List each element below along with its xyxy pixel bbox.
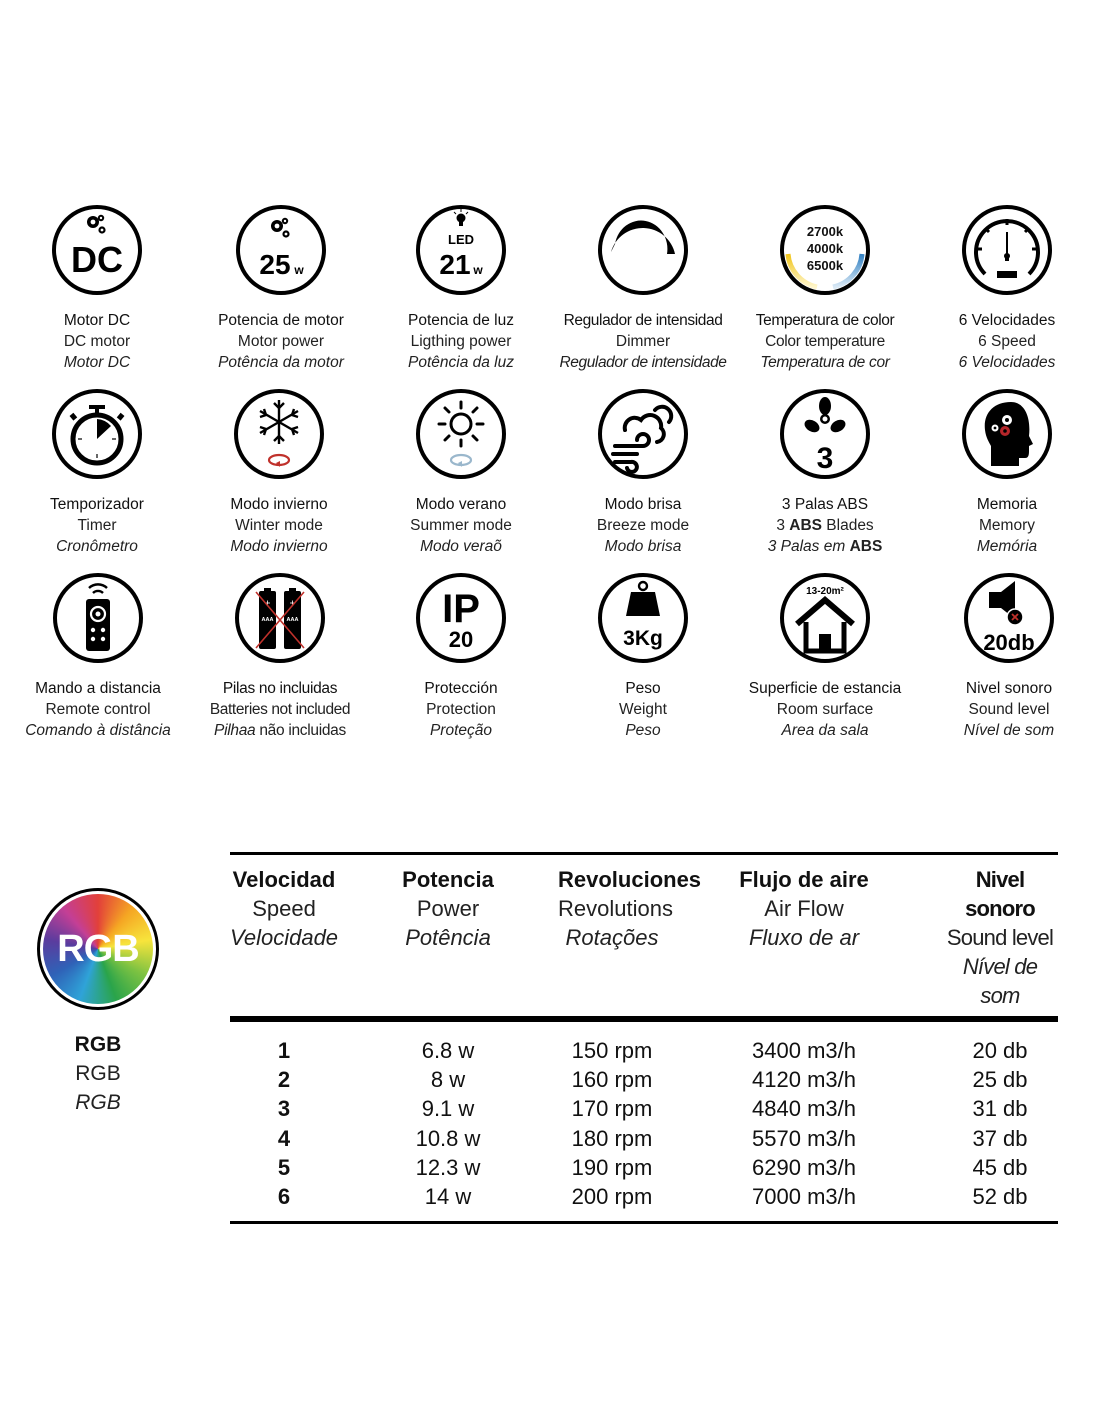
feature-portuguese: Regulador de intensidade: [559, 354, 727, 371]
feature-english: Remote control: [45, 701, 151, 718]
column-header-speed: Velocidad Speed Velocidade: [230, 867, 339, 950]
sound-level-icon: [963, 572, 1055, 664]
dimmer-icon: [597, 204, 689, 296]
feature-portuguese: Memória: [976, 538, 1038, 555]
svg-text:3Kg: 3Kg: [623, 627, 663, 650]
cell-speed: 2: [277, 1067, 291, 1093]
column-header-air-flow: Flujo de aire Air Flow Fluxo de ar: [739, 867, 869, 950]
feature-timer: [7, 388, 187, 557]
stopwatch-icon: [51, 388, 143, 480]
feature-portuguese: Area da sala: [781, 722, 869, 739]
specifications-table: [230, 852, 1058, 1224]
svg-text:4000k: 4000k: [806, 241, 844, 256]
feature-title: Temporizador: [50, 496, 144, 513]
feature-english: 6 Speed: [978, 333, 1036, 350]
feature-title: Potencia de motor: [218, 312, 344, 329]
feature-title: Regulador de intensidad: [563, 312, 723, 329]
feature-english: 3 ABS Blades: [776, 517, 874, 534]
rgb-title: RGB: [74, 1033, 122, 1056]
cell-power: 12.3 w: [415, 1154, 481, 1180]
svg-text:3: 3: [816, 442, 834, 475]
rgb-feature: [36, 888, 160, 1117]
room-surface-icon: [779, 572, 871, 664]
led-power-icon: [415, 204, 507, 296]
feature-english: Motor power: [237, 333, 325, 350]
cell-air-flow: 4840 m3/h: [752, 1096, 856, 1122]
cell-power: 9.1 w: [421, 1096, 475, 1122]
table-row: [230, 1036, 1058, 1065]
feature-portuguese: Potência da motor: [218, 354, 344, 371]
feature-english: Sound level: [968, 701, 1050, 718]
feature-english: Ligthing power: [410, 333, 512, 350]
column-header-sound-level: Nivel sonoro Sound level Nível de som: [946, 867, 1054, 1008]
feature-portuguese: Motor DC: [63, 354, 131, 371]
svg-text:2700k: 2700k: [806, 224, 844, 239]
cell-air-flow: 5570 m3/h: [752, 1125, 856, 1151]
feature-portuguese: Modo veraõ: [420, 538, 502, 555]
feature-memory: [917, 388, 1097, 557]
table-row: [230, 1153, 1058, 1182]
svg-text:21: 21: [439, 249, 471, 280]
svg-text:20: 20: [448, 627, 474, 652]
cell-revolutions: 150 rpm: [571, 1038, 653, 1063]
cell-sound-level: 31 db: [972, 1096, 1028, 1122]
feature-title: Modo invierno: [230, 496, 328, 513]
feature-title: Motor DC: [63, 312, 131, 329]
feature-protection: [371, 572, 551, 741]
feature-portuguese: Proteção: [429, 722, 493, 739]
feature-portuguese: 3 Palas em ABS: [767, 538, 883, 555]
feature-portuguese: Modo invierno: [230, 538, 328, 555]
feature-title: Peso: [625, 680, 661, 697]
feature-portuguese: Modo brisa: [604, 538, 682, 555]
feature-english: Summer mode: [410, 517, 512, 534]
feature-winter-mode: [189, 388, 369, 557]
svg-text:25: 25: [259, 249, 291, 280]
remote-control-icon: [52, 572, 144, 664]
cell-air-flow: 3400 m3/h: [752, 1038, 856, 1063]
svg-text:AAA: AAA: [286, 617, 299, 623]
rgb-icon: RGB: [43, 894, 153, 1004]
cell-air-flow: 7000 m3/h: [752, 1184, 856, 1210]
speedometer-icon: [961, 204, 1053, 296]
feature-title: Superficie de estancia: [748, 680, 902, 697]
feature-english: Color temperature: [765, 333, 885, 350]
feature-english: Batteries not included: [209, 701, 351, 718]
fan-blades-icon: [779, 388, 871, 480]
svg-text:6500k: 6500k: [806, 258, 844, 273]
cell-power: 14 w: [424, 1184, 472, 1210]
feature-3-abs-blades: [735, 388, 915, 557]
svg-text:13-20m²: 13-20m²: [806, 586, 844, 597]
table-row: [230, 1094, 1058, 1123]
rgb-portuguese: RGB: [75, 1091, 121, 1114]
cell-speed: 3: [277, 1096, 291, 1122]
cell-revolutions: 190 rpm: [571, 1154, 653, 1180]
feature-title: Memoria: [976, 496, 1038, 513]
feature-dimmer: [553, 204, 733, 373]
feature-motor-power: [191, 204, 371, 373]
feature-english: Protection: [426, 701, 496, 718]
feature-english: Dimmer: [615, 333, 671, 350]
table-row: [230, 1065, 1058, 1094]
feature-remote-control: [8, 572, 188, 741]
sun-icon: [415, 388, 507, 480]
cell-revolutions: 180 rpm: [571, 1125, 653, 1151]
dc-text: DC: [71, 239, 123, 280]
cell-speed: 5: [277, 1154, 291, 1180]
breeze-icon: [597, 388, 689, 480]
snowflake-icon: [233, 388, 325, 480]
cell-sound-level: 37 db: [972, 1125, 1028, 1151]
cell-revolutions: 170 rpm: [571, 1096, 653, 1122]
table-header: [230, 855, 1058, 1010]
cell-power: 10.8 w: [415, 1125, 481, 1151]
feature-portuguese: 6 Velocidades: [958, 354, 1056, 371]
feature-led-power: [371, 204, 551, 373]
cell-speed: 6: [277, 1184, 291, 1210]
feature-english: Memory: [979, 517, 1035, 534]
svg-text:w: w: [294, 263, 304, 277]
table-row: [230, 1124, 1058, 1153]
feature-english: Breeze mode: [596, 517, 690, 534]
feature-title: 6 Velocidades: [958, 312, 1056, 329]
weight-icon: [597, 572, 689, 664]
cell-speed: 1: [277, 1038, 291, 1063]
feature-weight: [553, 572, 733, 741]
feature-title: Nivel sonoro: [965, 680, 1053, 697]
dc-motor-icon: [51, 204, 143, 296]
feature-title: Modo verano: [415, 496, 507, 513]
cell-sound-level: 45 db: [972, 1154, 1028, 1180]
feature-english: Winter mode: [235, 517, 323, 534]
feature-title: Protección: [424, 680, 498, 697]
feature-portuguese: Temperatura de cor: [760, 354, 890, 371]
cell-speed: 4: [277, 1125, 291, 1151]
cell-revolutions: 200 rpm: [571, 1184, 653, 1210]
feature-english: Room surface: [776, 701, 874, 718]
cell-sound-level: 52 db: [972, 1184, 1028, 1210]
feature-english: DC motor: [63, 333, 131, 350]
feature-title: Mando a distancia: [35, 680, 161, 697]
cell-power: 6.8 w: [421, 1038, 475, 1063]
feature-portuguese: Peso: [625, 722, 661, 739]
svg-text:IP: IP: [442, 587, 480, 631]
batteries-not-included-icon: [234, 572, 326, 664]
feature-portuguese: Comando à distância: [25, 722, 171, 739]
memory-head-icon: [961, 388, 1053, 480]
cell-sound-level: 25 db: [972, 1067, 1028, 1093]
table-body: [230, 1022, 1058, 1211]
cell-power: 8 w: [430, 1067, 466, 1093]
column-header-power: Potencia Power Potência: [402, 867, 494, 950]
cell-revolutions: 160 rpm: [571, 1067, 653, 1093]
svg-text:LED: LED: [448, 232, 474, 247]
feature-portuguese: Cronômetro: [56, 538, 138, 555]
feature-title: Temperatura de color: [755, 312, 895, 329]
feature-room-surface: [735, 572, 915, 741]
svg-text:20db: 20db: [983, 630, 1035, 655]
feature-portuguese: Pilhaa não incluidas: [214, 722, 346, 739]
feature-title: 3 Palas ABS: [781, 496, 869, 513]
cell-sound-level: 20 db: [972, 1038, 1028, 1063]
feature-6-speed: [917, 204, 1097, 373]
svg-text:w: w: [473, 263, 483, 277]
feature-dc-motor: [7, 204, 187, 373]
feature-portuguese: Potência da luz: [408, 354, 514, 371]
cell-air-flow: 4120 m3/h: [752, 1067, 856, 1093]
feature-title: Pilas no incluidas: [222, 680, 338, 697]
motor-power-icon: [235, 204, 327, 296]
color-temperature-icon: [779, 204, 871, 296]
table-row: [230, 1182, 1058, 1211]
feature-english: Weight: [619, 701, 667, 718]
feature-portuguese: Nível de som: [963, 722, 1055, 739]
feature-color-temperature: [735, 204, 915, 373]
feature-title: Modo brisa: [604, 496, 682, 513]
ip-protection-icon: [415, 572, 507, 664]
feature-summer-mode: [371, 388, 551, 557]
table-bottom-rule: [230, 1221, 1058, 1224]
feature-breeze-mode: [553, 388, 733, 557]
rgb-english: RGB: [75, 1062, 121, 1085]
feature-sound-level: [919, 572, 1099, 741]
feature-title: Potencia de luz: [408, 312, 514, 329]
column-header-revolutions: Revoluciones Revolutions Rotações: [558, 867, 702, 950]
svg-text:AAA: AAA: [261, 617, 274, 623]
feature-english: Timer: [77, 517, 117, 534]
cell-air-flow: 6290 m3/h: [752, 1154, 856, 1180]
feature-batteries-not-included: [190, 572, 370, 741]
